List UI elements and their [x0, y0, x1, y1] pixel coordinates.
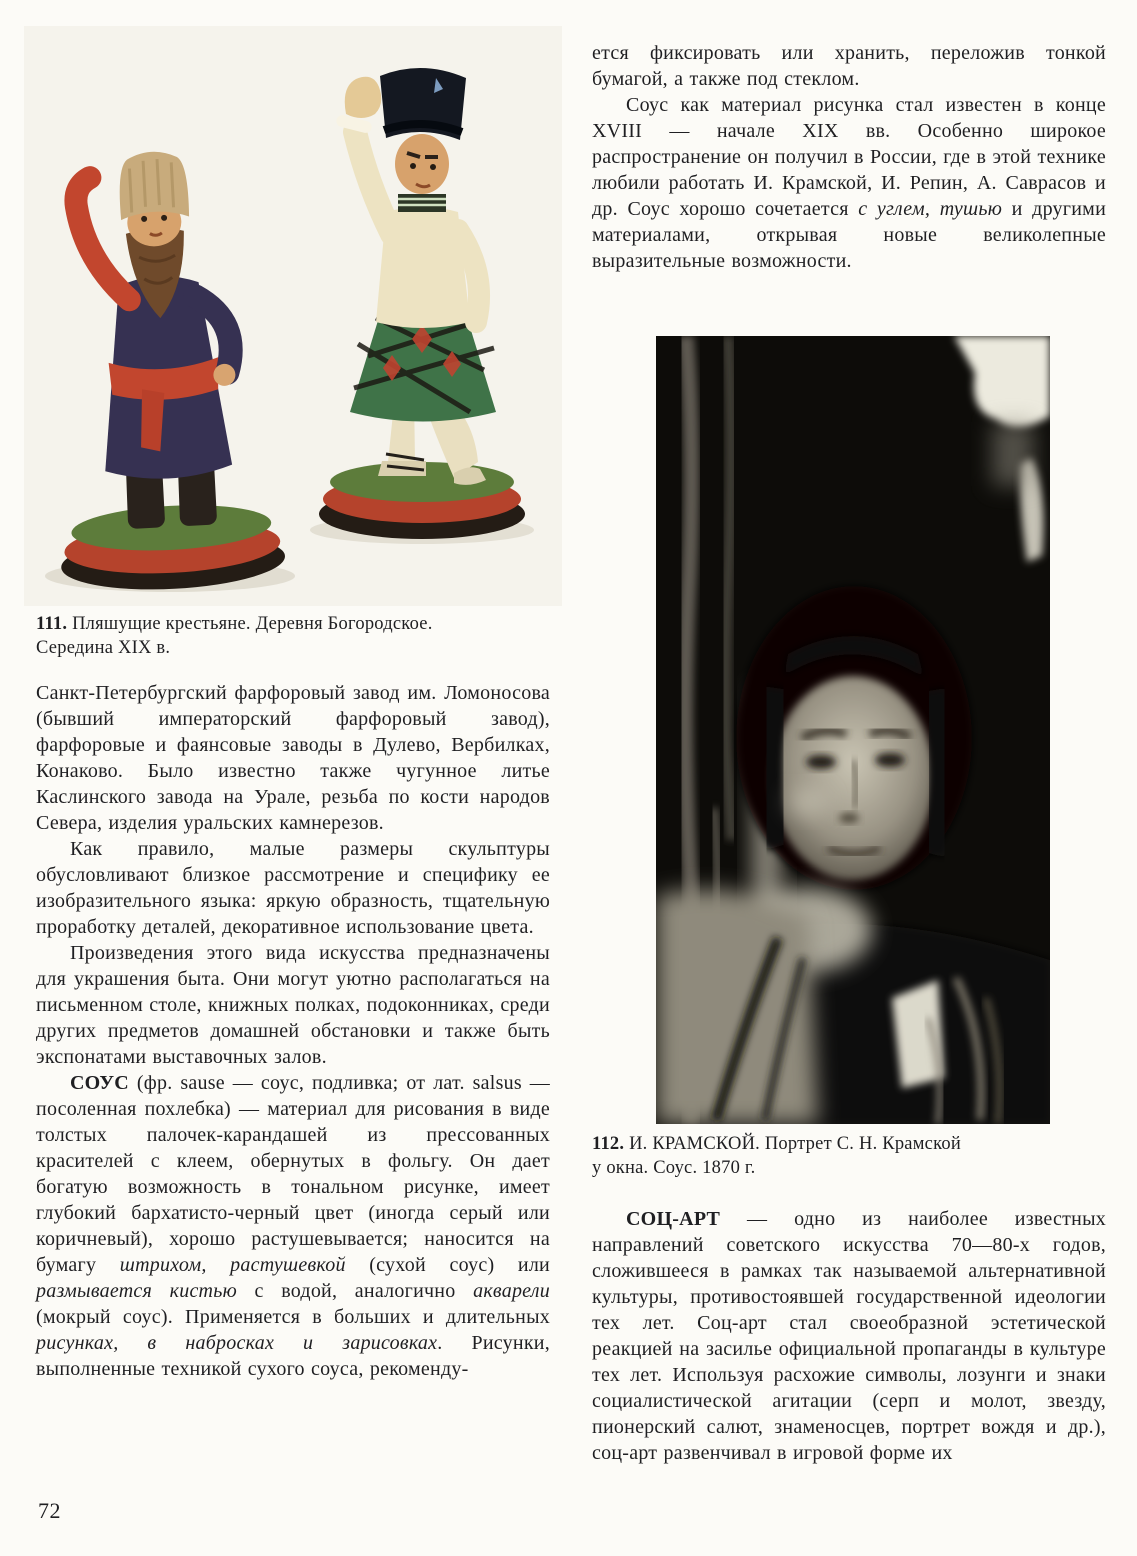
figure-111-caption-line2: Середина XIX в.: [36, 638, 171, 658]
dictionary-entry-sous: СОУС (фр. sause — соус, подливка; от лат. salsus — посоленная похлебка) — материал для рисования в виде толстых палочек-карандашей из прессованных красителей с клеем, обернутых в фольгу. Он дает богатую возможность в тональном рисунке, имеет глубокий бархатисто-черный цвет (иногда серый или коричневый), хорошо растушевывается; наносится на бумагу штрихом, растушевкой (сухой соус) или размывается кистью с водой, аналогично акварели (мокрый соус). Применяется в больших и длительных рисунках, в набросках и зарисовках. Рисунки, выполненные техникой сухого соуса, рекоменду-: [36, 1072, 550, 1380]
figure-111-caption: [36, 612, 541, 660]
figure-111-photo: [24, 26, 562, 606]
right-column-bottom-text: [592, 1206, 1106, 1466]
figure-112-caption: [592, 1132, 1072, 1180]
paragraph-sous-history: Соус как материал рисунка стал известен в конце XVIII — начале XIX вв. Особенно широкое распространение он получил в России, где в этой технике любили работать И. Крамской, И. Репин, А. Саврасов и др. Соус хорошо сочетается с углем, тушью и другими материалами, открывая новые великолепные выразительные возможности.: [592, 94, 1107, 272]
paragraph-porcelain-factories: Санкт-Петербургский фарфоровый завод им. Ломоносова (бывший императорский фарфоровый завод), фарфоровые и фаянсовые заводы в Дулево, Вербилках, Конаково. Было известно также чугунное литье Каслинского завода на Урале, резьба по кости народов Севера, изделия уральских камнерезов.: [36, 682, 550, 834]
dictionary-entry-soc-art: СОЦ-АРТ — одно из наиболее известных направлений советского искусства 70—80-х годов, сложившееся в рамках так называемой альтернативной культуры, противостоявшей государственной идеологии тех лет. Соц-арт стал своеобразной эстетической реакцией на засилье официальной пропаганды в культуре тех лет. Используя расхожие символы, лозунги и знаки социалистической агитации (серп и молот, звезду, пионерский салют, знаменосцев, портрет вождя и др.), соц-арт развенчивал в игровой форме их: [592, 1208, 1106, 1464]
figure-112-caption-line2: у окна. Соус. 1870 г.: [592, 1158, 756, 1178]
right-column-top-text: [592, 40, 1106, 274]
paragraph-sous-continuation: ется фиксировать или хранить, переложив тонкой бумагой, а также под стеклом.: [592, 42, 1106, 90]
figure-112-photo: [656, 336, 1050, 1124]
portrait-image: [656, 336, 1050, 1124]
figure-111-caption-line1: 111. Пляшущие крестьяне. Деревня Богородское.: [36, 614, 433, 634]
left-column-text: [36, 680, 550, 1382]
figure-112-caption-line1: 112. И. КРАМСКОЙ. Портрет С. Н. Крамской: [592, 1134, 961, 1154]
paragraph-small-sculpture: Как правило, малые размеры скульптуры обусловливают близкое рассмотрение и специфику ее изобразительного языка: яркую образность, тщательную проработку деталей, декоративное использование цвета.: [36, 838, 550, 938]
paragraph-decorative-purpose: Произведения этого вида искусства предназначены для украшения быта. Они могут уютно располагаться на письменном столе, книжных полках, подоконниках, среди других предметов домашней обстановки и также быть экспонатами выставочных залов.: [36, 942, 550, 1068]
figurines-image: [24, 26, 562, 606]
page-number: 72: [38, 1498, 61, 1523]
